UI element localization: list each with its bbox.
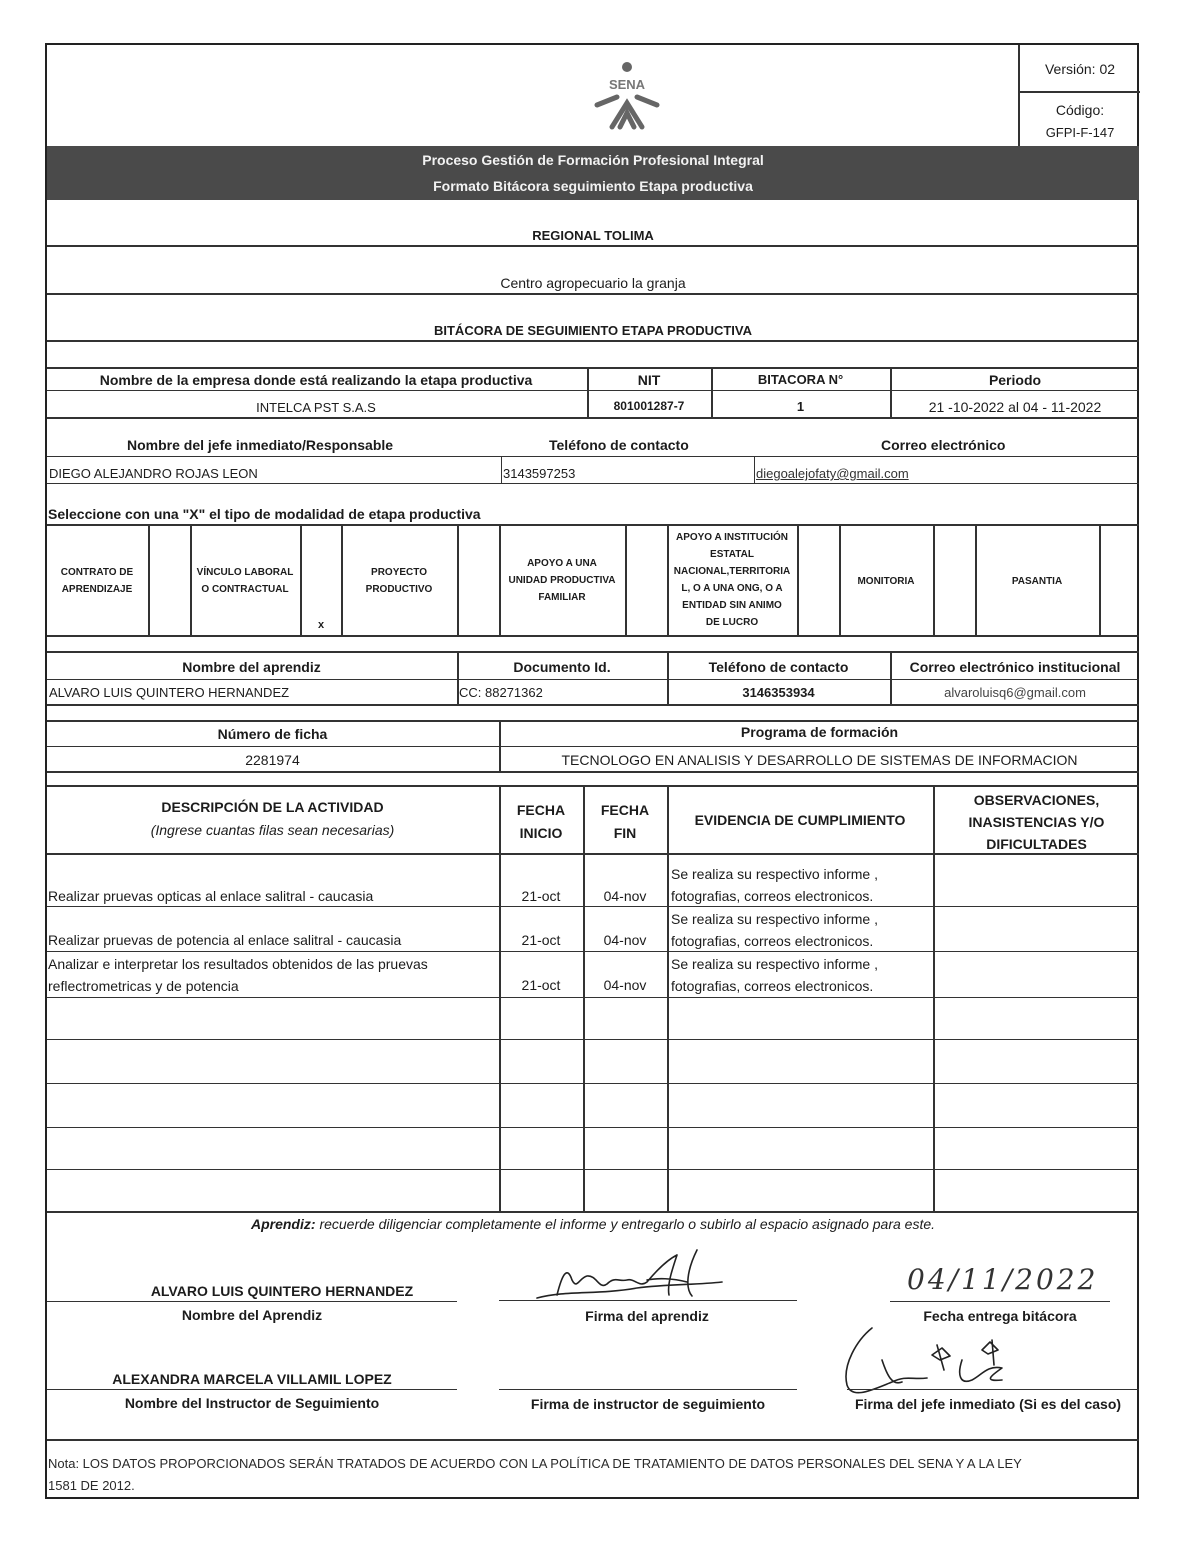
- company-name-value: INTELCA PST S.A.S: [256, 400, 376, 415]
- activity-row-1-evidence: Se realiza su respectivo informe , fotografias, correos electronicos.: [671, 866, 878, 904]
- reminder-text: recuerde diligenciar completamente el informe y entregarlo o subirlo al espacio asignado para este.: [319, 1216, 936, 1232]
- apprentice-name-signature: ALVARO LUIS QUINTERO HERNANDEZ: [150, 1283, 414, 1299]
- activity-row-3-start: 21-oct: [521, 977, 561, 993]
- process-title: Proceso Gestión de Formación Profesional Integral: [422, 152, 764, 168]
- apprentice-doc-value: CC: 88271362: [459, 685, 543, 700]
- apprentice-name-signature-label: Nombre del Aprendiz: [181, 1307, 323, 1323]
- supervisor-email-link[interactable]: diegoalejofaty@gmail.com: [756, 466, 909, 481]
- instructor-name: ALEXANDRA MARCELA VILLAMIL LOPEZ: [112, 1371, 392, 1387]
- activity-row-3-desc: Analizar e interpretar los resultados obtenidos de las pruevas reflectrometricas y de potencia: [48, 956, 428, 994]
- apprentice-phone-value: 3146353934: [742, 685, 815, 700]
- process-band: [47, 146, 1139, 200]
- supervisor-name-header: Nombre del jefe inmediato/Responsable: [127, 437, 394, 453]
- format-title: Formato Bitácora seguimiento Etapa productiva: [433, 178, 753, 194]
- apprentice-phone-header: Teléfono de contacto: [708, 659, 849, 675]
- activity-row-2-desc: Realizar pruevas de potencia al enlace salitral - caucasia: [48, 932, 402, 948]
- modality-vinculo-mark[interactable]: x: [317, 619, 325, 631]
- activity-row-2-end: 04-nov: [603, 932, 647, 948]
- period-value: 21 -10-2022 al 04 - 11-2022: [928, 399, 1102, 415]
- activity-row-3-end: 04-nov: [603, 977, 647, 993]
- supervisor-name-value: DIEGO ALEJANDRO ROJAS LEON: [49, 466, 258, 481]
- apprentice-email-value: alvaroluisq6@gmail.com: [944, 685, 1086, 700]
- instructor-sign-label: Firma de instructor de seguimiento: [530, 1396, 766, 1412]
- activity-row-1-start: 21-oct: [521, 888, 561, 904]
- logo-text: SENA: [608, 77, 646, 92]
- ficha-value: 2281974: [245, 752, 300, 768]
- start-date-header: FECHA INICIO: [516, 802, 566, 841]
- modality-instruction: Seleccione con una "X" el tipo de modalidad de etapa productiva: [48, 506, 481, 522]
- center-label: Centro agropecuario la granja: [500, 275, 686, 291]
- activity-row-1-desc: Realizar pruevas opticas al enlace salitral - caucasia: [48, 888, 374, 904]
- modality-pasantia: PASANTIA: [1011, 576, 1063, 587]
- apprentice-name-value: ALVARO LUIS QUINTERO HERNANDEZ: [49, 685, 290, 700]
- activity-desc-header: DESCRIPCIÓN DE LA ACTIVIDAD: [161, 799, 384, 815]
- nit-value: 801001287-7: [613, 399, 685, 413]
- modality-contrato: CONTRATO DE APRENDIZAJE: [60, 567, 134, 595]
- evidence-header: EVIDENCIA DE CUMPLIMIENTO: [694, 812, 906, 828]
- activity-row-3-evidence: Se realiza su respectivo informe , fotografias, correos electronicos.: [671, 956, 878, 994]
- bitacora-header: BITACORA N°: [757, 372, 844, 387]
- activity-row-1-end: 04-nov: [603, 888, 647, 904]
- doc-title: BITÁCORA DE SEGUIMIENTO ETAPA PRODUCTIVA: [433, 323, 753, 338]
- activity-row-2-start: 21-oct: [521, 932, 561, 948]
- ficha-header: Número de ficha: [217, 726, 328, 742]
- apprentice-doc-header: Documento Id.: [513, 659, 611, 675]
- nit-header: NIT: [637, 372, 661, 388]
- supervisor-phone-header: Teléfono de contacto: [549, 437, 689, 453]
- modality-monitoria: MONITORIA: [857, 576, 915, 587]
- version-label: Versión: 02: [1044, 61, 1116, 77]
- modality-apoyo-institucion: APOYO A INSTITUCIÓN ESTATAL NACIONAL,TERRITORIA L, O A UNA ONG, O A ENTIDAD SIN ANIMO DE LUCRO: [673, 532, 791, 628]
- company-name-header: Nombre de la empresa donde está realizando la etapa productiva: [99, 372, 533, 388]
- regional-label: REGIONAL TOLIMA: [532, 228, 654, 243]
- modality-proyecto: PROYECTO PRODUCTIVO: [365, 567, 433, 595]
- code-label: Código:: [1055, 102, 1105, 118]
- instructor-name-label: Nombre del Instructor de Seguimiento: [124, 1395, 380, 1411]
- activity-row-2-evidence: Se realiza su respectivo informe , fotografias, correos electronicos.: [671, 911, 878, 949]
- end-date-header: FECHA FIN: [600, 802, 650, 841]
- supervisor-phone-value: 3143597253: [503, 466, 576, 481]
- delivery-date-label: Fecha entrega bitácora: [923, 1308, 1077, 1324]
- form-page: [45, 43, 1139, 1499]
- sena-logo: [587, 55, 667, 135]
- program-header: Programa de formación: [740, 724, 899, 740]
- apprentice-reminder: [47, 1216, 1139, 1232]
- modality-vinculo: VÍNCULO LABORAL O CONTRACTUAL: [196, 567, 294, 595]
- delivery-date-value: 04/11/2022: [907, 1263, 1099, 1296]
- privacy-note: Nota: LOS DATOS PROPORCIONADOS SERÁN TRATADOS DE ACUERDO CON LA POLÍTICA DE TRATAMIENTO DE DATOS PERSONALES DEL SENA Y A LA LEY 1581 DE 2012.: [48, 1456, 1022, 1493]
- observations-header: OBSERVACIONES, INASISTENCIAS Y/O DIFICULTADES: [968, 792, 1105, 852]
- boss-sign-label: Firma del jefe inmediato (Si es del caso): [854, 1396, 1122, 1412]
- supervisor-email-header: Correo electrónico: [881, 437, 1006, 453]
- modality-apoyo-unidad: APOYO A UNA UNIDAD PRODUCTIVA FAMILIAR: [508, 558, 616, 603]
- apprentice-sign-label: Firma del aprendiz: [585, 1308, 709, 1324]
- code-value: GFPI-F-147: [1045, 125, 1115, 140]
- activity-desc-subheader: (Ingrese cuantas filas sean necesarias): [150, 822, 395, 838]
- program-value: TECNOLOGO EN ANALISIS Y DESARROLLO DE SISTEMAS DE INFORMACION: [561, 752, 1078, 768]
- period-header: Periodo: [988, 372, 1042, 388]
- reminder-bold: Aprendiz:: [250, 1216, 316, 1232]
- apprentice-email-header: Correo electrónico institucional: [909, 659, 1121, 675]
- apprentice-name-header: Nombre del aprendiz: [182, 659, 321, 675]
- bitacora-value: 1: [796, 399, 805, 414]
- sena-logo-icon: [587, 55, 667, 135]
